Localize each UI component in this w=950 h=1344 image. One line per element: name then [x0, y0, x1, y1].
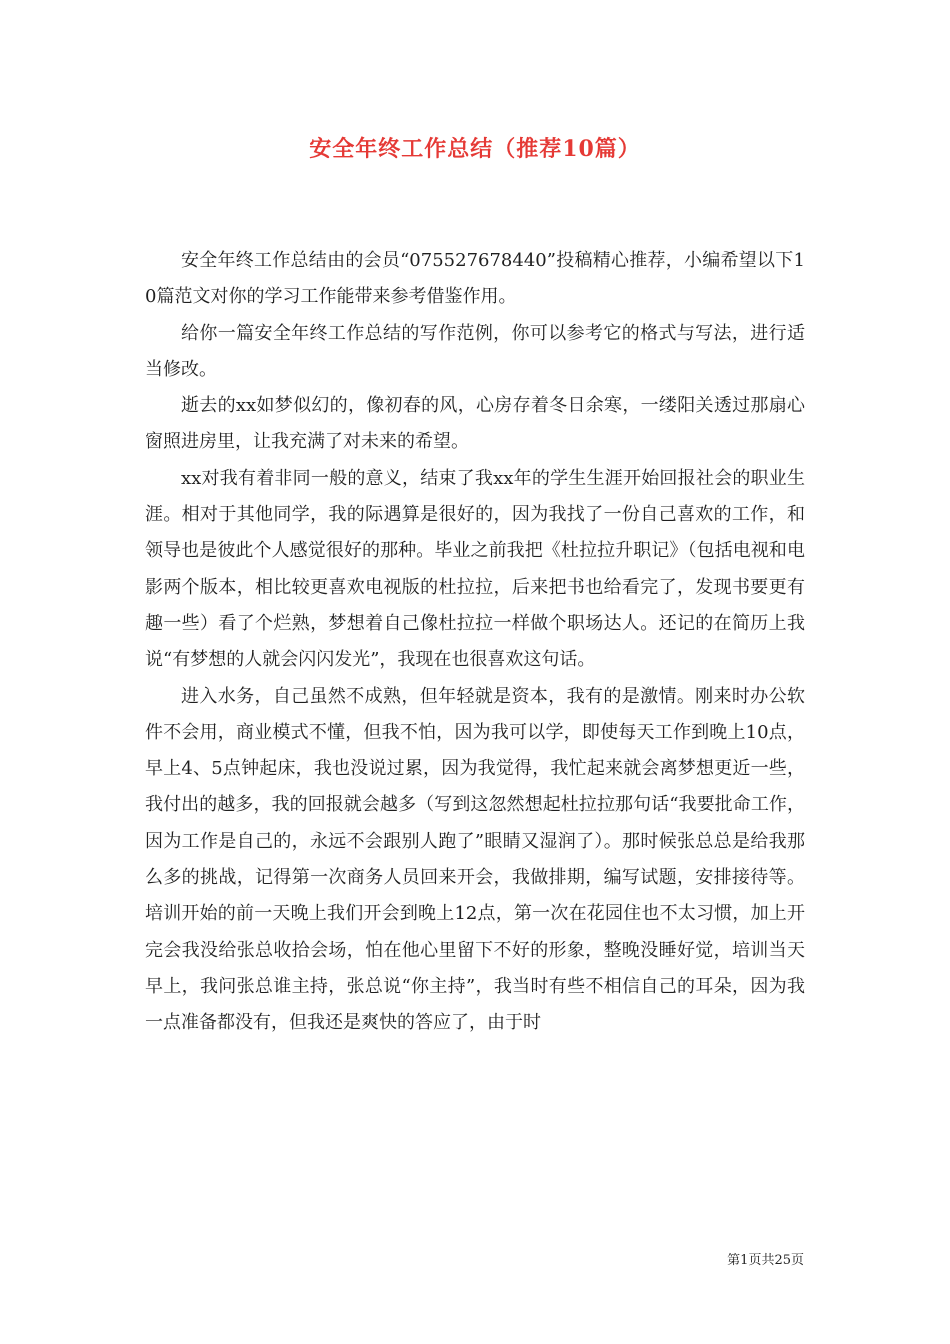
paragraph: xx对我有着非同一般的意义，结束了我xx年的学生生涯开始回报社会的职业生涯。相对于其他同学，我的际遇算是很好的，因为我找了一份自己喜欢的工作，和领导也是彼此个人感觉很好的那种。毕业之前我把《杜拉拉升职记》（包括电视和电影两个版本，相比较更喜欢电视版的杜拉拉，后来把书也给看完了，发现书要更有趣一些）看了个烂熟，梦想着自己像杜拉拉一样做个职场达人。还记的在简历上我说“有梦想的人就会闪闪发光”，我现在也很喜欢这句话。 [145, 467, 805, 671]
paragraph: 给你一篇安全年终工作总结的写作范例，你可以参考它的格式与写法，进行适当修改。 [145, 322, 805, 380]
paragraph: 逝去的xx如梦似幻的，像初春的风，心房存着冬日余寒，一缕阳关透过那扇心窗照进房里，让我充满了对未来的希望。 [145, 395, 805, 453]
document-body [145, 243, 805, 1042]
page-number-footer: 第1页共25页 [727, 1253, 804, 1268]
paragraph: 进入水务，自己虽然不成熟，但年轻就是资本，我有的是激情。刚来时办公软件不会用，商业模式不懂，但我不怕，因为我可以学，即使每天工作到晚上10点，早上4、5点钟起床，我也没说过累，因为我觉得，我忙起来就会离梦想更近一些，我付出的越多，我的回报就会越多（写到这忽然想起杜拉拉那句话“我要批命工作，因为工作是自己的，永远不会跟别人跑了”眼睛又湿润了）。那时候张总总是给我那么多的挑战，记得第一次商务人员回来开会，我做排期，编写试题，安排接待等。培训开始的前一天晚上我们开会到晚上12点，第一次在花园住也不太习惯，加上开完会我没给张总收拾会场，怕在他心里留下不好的形象，整晚没睡好觉，培训当天早上，我问张总谁主持，张总说“你主持”，我当时有些不相信自己的耳朵，因为我一点准备都没有，但我还是爽快的答应了，由于时 [145, 685, 805, 1034]
paragraph: 安全年终工作总结由的会员“075527678440”投稿精心推荐，小编希望以下10篇范文对你的学习工作能带来参考借鉴作用。 [145, 250, 805, 308]
document-title: 安全年终工作总结（推荐10篇） [309, 136, 641, 162]
